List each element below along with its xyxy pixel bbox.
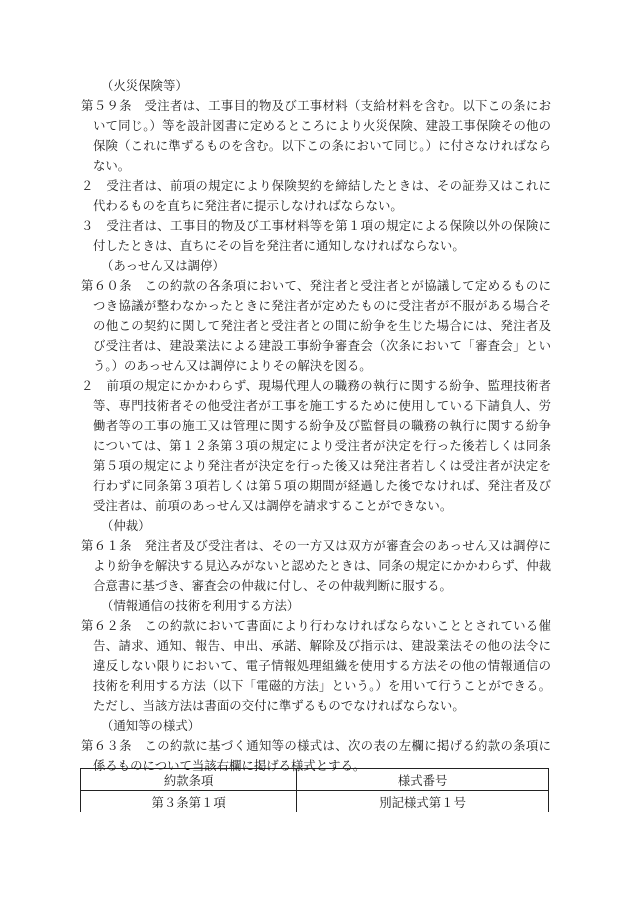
article-heading: （火災保険等） [101, 78, 188, 93]
document-body [81, 76, 551, 776]
article-59 [81, 76, 551, 256]
article-paragraph: 第６１条 発注者及び受注者は、その一方又は双方が審査会のあっせん又は調停により紛争を解決する見込みがないと認めたときは、同条の規定にかかわらず、仲裁合意書に基づき、審査会の仲裁に付し、その仲裁判断に服する。 [81, 538, 551, 593]
table-header: 様式番号 [297, 769, 549, 791]
article-heading: （通知等の様式） [101, 718, 201, 733]
article-61 [81, 516, 551, 596]
article-paragraph: 第５９条 受注者は、工事目的物及び工事材料（支給材料を含む。以下この条において同じ。）等を設計図書に定めるところにより火災保険、建設工事保険その他の保険（これに準ずるものを含む。以下この条において同じ。）に付さなければならない。 [81, 98, 551, 173]
article-heading: （情報通信の技術を利用する方法） [101, 598, 300, 613]
article-63 [81, 716, 551, 776]
article-60 [81, 256, 551, 516]
article-paragraph: ２ 受注者は、前項の規定により保険契約を締結したときは、その証券又はこれに代わるものを直ちに発注者に提示しなければならない。 [81, 178, 551, 213]
article-paragraph: ２ 前項の規定にかかわらず、現場代理人の職務の執行に関する紛争、監理技術者等、専門技術者その他受注者が工事を施工するために使用している下請負人、労働者等の工事の施工又は管理に関する紛争及び監督員の職務の執行に関する紛争については、第１２条第３項の規定により受注者が決定を行った後若しくは同条第５項の規定により発注者が決定を行った後又は発注者若しくは受注者が決定を行わずに同条第３項若しくは第５項の期間が経過した後でなければ、発注者及び受注者は、前項のあっせん又は調停を請求することができない。 [81, 378, 551, 513]
article-paragraph: ３ 受注者は、工事目的物及び工事材料等を第１項の規定による保険以外の保険に付したときは、直ちにその旨を発注者に通知しなければならない。 [81, 218, 551, 253]
table-header: 約款条項 [81, 769, 297, 791]
article-62 [81, 596, 551, 716]
table-header-row [81, 769, 549, 791]
article-paragraph: 第６０条 この約款の各条項において、発注者と受注者とが協議して定めるものにつき協議が整わなかったときに発注者が定めたものに受注者が不服がある場合その他この契約に関して発注者と受注者との間に紛争を生じた場合には、発注者及び受注者は、建設業法による建設工事紛争審査会（次条において「審査会」という。）のあっせん又は調停によりその解決を図る。 [81, 278, 551, 373]
article-heading: （仲裁） [101, 518, 151, 533]
form-style-table [80, 768, 549, 812]
table-row [81, 791, 549, 813]
table-cell: 第３条第１項 [81, 791, 297, 813]
table-cell: 別記様式第１号 [297, 791, 549, 813]
article-paragraph: 第６２条 この約款において書面により行わなければならないこととされている催告、請求、通知、報告、申出、承諾、解除及び指示は、建設業法その他の法令に違反しない限りにおいて、電子情報処理組織を使用する方法その他の情報通信の技術を利用する方法（以下「電磁的方法」という。）を用いて行うことができる。ただし、当該方法は書面の交付に準ずるものでなければならない。 [81, 618, 551, 713]
article-heading: （あっせん又は調停） [101, 258, 225, 273]
article-paragraph: 第６３条 この約款に基づく通知等の様式は、次の表の左欄に掲げる約款の条項に係るものについて当該右欄に掲げる様式とする。 [81, 738, 551, 773]
